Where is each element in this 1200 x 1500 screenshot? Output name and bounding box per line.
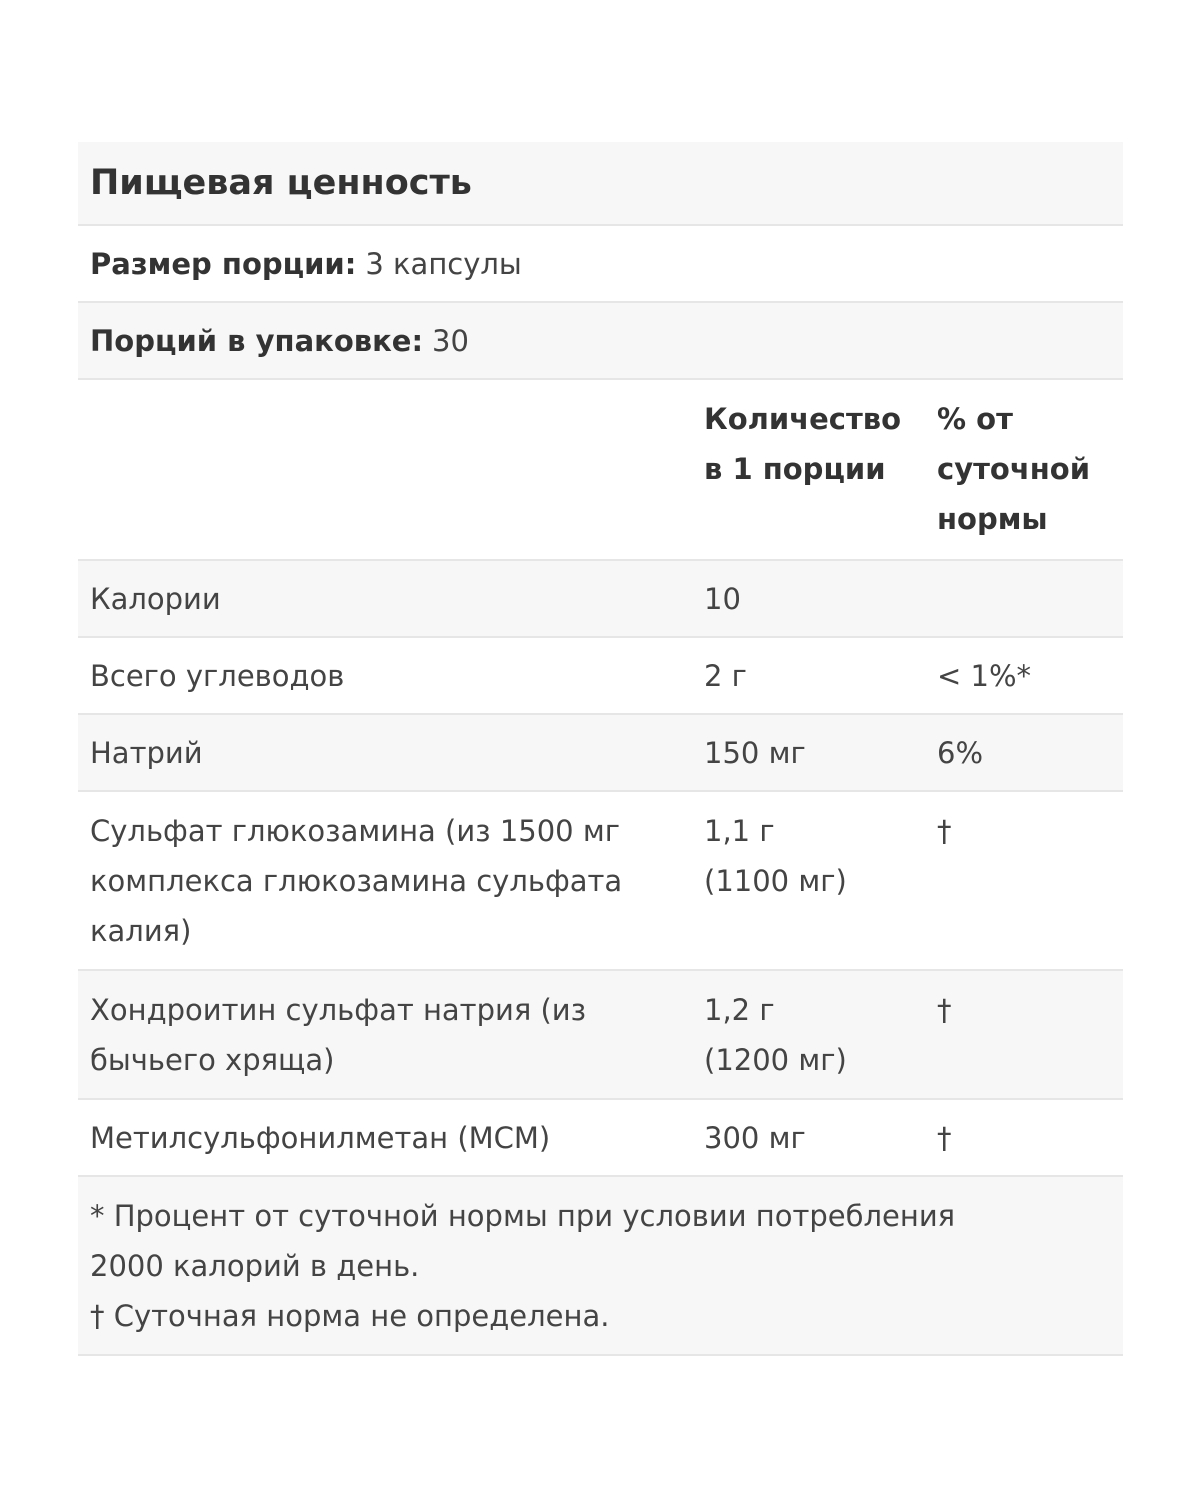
- nutrient-daily-value: 6%: [937, 735, 984, 770]
- header-dv-line: % от: [937, 402, 1013, 436]
- servings-per-container-label: Порций в упаковке:: [90, 323, 424, 358]
- header-amount-line: Количество: [704, 402, 902, 436]
- nutrient-name: [78, 806, 704, 956]
- page-title: Пищевая ценность: [90, 163, 472, 203]
- serving-size-row: [78, 226, 1123, 303]
- nutrient-amount-line: 1,2 г: [704, 993, 775, 1027]
- header-amount-line: в 1 порции: [704, 452, 886, 486]
- servings-per-container-row: [78, 303, 1123, 380]
- nutrient-amount-line: (1100 мг): [704, 864, 847, 898]
- nutrient-amount: 300 мг: [704, 1120, 806, 1155]
- serving-size-label: Размер порции:: [90, 246, 357, 281]
- nutrient-daily-value: †: [937, 814, 952, 848]
- nutrient-name-line: калия): [90, 914, 192, 948]
- footnote-line: * Процент от суточной нормы при условии потребления: [90, 1199, 956, 1233]
- table-row: [78, 715, 1123, 792]
- table-row: [78, 1100, 1123, 1177]
- header-dv-line: нормы: [937, 502, 1048, 536]
- title-row: [78, 142, 1123, 226]
- nutrient-name-line: Сульфат глюкозамина (из 1500 мг: [90, 814, 620, 848]
- nutrition-facts-panel: [78, 142, 1123, 1356]
- nutrient-amount-line: 1,1 г: [704, 814, 775, 848]
- footnote-line: † Суточная норма не определена.: [90, 1299, 610, 1333]
- nutrient-name-line: Хондроитин сульфат натрия (из: [90, 993, 587, 1027]
- table-row: [78, 561, 1123, 638]
- footnote-line: 2000 калорий в день.: [90, 1249, 420, 1283]
- serving-size-value: 3 капсулы: [365, 246, 522, 281]
- nutrient-amount-line: (1200 мг): [704, 1043, 847, 1077]
- table-row: [78, 971, 1123, 1100]
- nutrient-name: [78, 985, 704, 1085]
- nutrition-table: [78, 380, 1123, 1177]
- nutrient-amount: [704, 806, 937, 956]
- nutrient-daily-value: †: [937, 1120, 952, 1155]
- servings-per-container-value: 30: [432, 323, 469, 358]
- nutrient-amount: 150 мг: [704, 735, 806, 770]
- nutrient-name-line: комплекса глюкозамина сульфата: [90, 864, 623, 898]
- table-row: [78, 792, 1123, 971]
- header-amount: [704, 394, 937, 544]
- nutrient-amount: 2 г: [704, 658, 747, 693]
- nutrient-amount: [704, 985, 937, 1085]
- header-daily-value: [937, 394, 1123, 544]
- header-nutrient: [78, 394, 704, 544]
- nutrient-name: Калории: [90, 581, 221, 616]
- footnotes: [78, 1177, 1123, 1356]
- nutrient-amount: 10: [704, 581, 741, 616]
- nutrient-name-line: бычьего хряща): [90, 1043, 335, 1077]
- header-dv-line: суточной: [937, 452, 1091, 486]
- table-row: [78, 638, 1123, 715]
- nutrient-daily-value: †: [937, 993, 952, 1027]
- nutrient-name: Метилсульфонилметан (МСМ): [90, 1120, 551, 1155]
- nutrient-name: Натрий: [90, 735, 203, 770]
- nutrient-daily-value: < 1%*: [937, 658, 1032, 693]
- table-header-row: [78, 380, 1123, 561]
- nutrient-name: Всего углеводов: [90, 658, 345, 693]
